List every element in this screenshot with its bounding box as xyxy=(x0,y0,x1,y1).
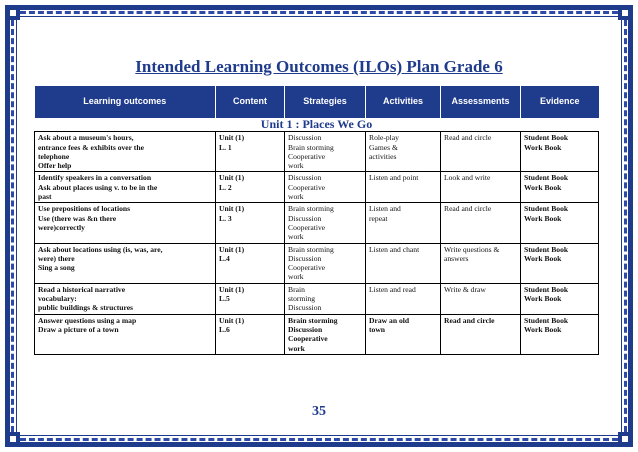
column-header-evidence: Evidence xyxy=(521,86,599,118)
evidence-cell xyxy=(521,132,599,172)
column-header-activities: Activities xyxy=(366,86,441,118)
cell-line: Cooperative xyxy=(288,182,326,192)
cell-line: work xyxy=(288,343,305,353)
learning-outcome-cell xyxy=(35,132,216,172)
cell-line: Read and circle xyxy=(444,133,492,143)
table-row xyxy=(35,132,599,172)
cell-line: Listen and xyxy=(369,204,401,214)
page-title: Intended Learning Outcomes (ILOs) Plan Grade 6 xyxy=(135,57,503,76)
strategies-cell xyxy=(285,132,366,172)
strategies-cell xyxy=(285,203,366,243)
cell-line: Cooperative xyxy=(288,334,328,344)
cell-line: work xyxy=(288,232,304,242)
content-cell xyxy=(216,172,285,203)
cell-line: Listen and chant xyxy=(369,244,420,254)
cell-line: Read a historical narrative xyxy=(38,284,126,294)
cell-line: public buildings & structures xyxy=(38,303,134,313)
cell-line: Unit (1) xyxy=(219,173,245,183)
cell-line: Listen and read xyxy=(369,284,416,294)
cell-line: Unit (1) xyxy=(219,133,245,143)
table-row xyxy=(35,172,599,203)
assessments-cell xyxy=(441,132,521,172)
strategies-cell xyxy=(285,172,366,203)
cell-line: Student Book xyxy=(524,244,569,254)
cell-line: Discussion xyxy=(288,133,322,143)
cell-line: Write questions & xyxy=(444,244,500,254)
cell-line: Brain storming xyxy=(288,142,334,152)
evidence-cell xyxy=(521,243,599,283)
cell-line: Answer questions using a map xyxy=(38,315,137,325)
column-header-strategies: Strategies xyxy=(285,86,366,118)
content-cell xyxy=(216,203,285,243)
content-cell xyxy=(216,132,285,172)
cell-line: Unit (1) xyxy=(219,204,245,214)
column-header-learning-outcomes: Learning outcomes xyxy=(35,86,216,118)
cell-line: Work Book xyxy=(524,182,562,192)
strategies-cell xyxy=(285,283,366,314)
cell-line: repeat xyxy=(369,213,388,223)
cell-line: town xyxy=(369,324,386,334)
border-corner-ornament xyxy=(618,6,632,20)
cell-line: Listen and point xyxy=(369,173,419,183)
cell-line: Sing a song xyxy=(38,263,75,273)
activities-cell xyxy=(366,203,441,243)
cell-line: Work Book xyxy=(524,294,562,304)
strategies-cell xyxy=(285,243,366,283)
cell-line: Ask about a museum's hours, xyxy=(38,133,134,143)
cell-line: Identify speakers in a conversation xyxy=(38,173,152,183)
content-cell xyxy=(216,283,285,314)
cell-line: L. 3 xyxy=(219,213,232,223)
cell-line: work xyxy=(288,272,304,282)
cell-line: Brain storming xyxy=(288,204,334,214)
cell-line: Discussion xyxy=(288,324,323,334)
cell-line: Discussion xyxy=(288,173,322,183)
cell-line: Student Book xyxy=(524,284,569,294)
cell-line: Look and write xyxy=(444,173,491,183)
cell-line: Brain xyxy=(288,284,305,294)
column-header-assessments: Assessments xyxy=(441,86,521,118)
cell-line: past xyxy=(38,192,52,202)
cell-line: Read and circle xyxy=(444,204,492,214)
ilo-plan-table xyxy=(34,86,599,355)
cell-line: Read and circle xyxy=(444,315,495,325)
table-row xyxy=(35,314,599,354)
activities-cell xyxy=(366,283,441,314)
activities-cell xyxy=(366,172,441,203)
learning-outcome-cell xyxy=(35,243,216,283)
unit-header-row xyxy=(35,118,599,132)
cell-line: Discussion xyxy=(288,213,322,223)
learning-outcome-cell xyxy=(35,203,216,243)
cell-line: Discussion xyxy=(288,303,322,313)
activities-cell xyxy=(366,314,441,354)
assessments-cell xyxy=(441,203,521,243)
cell-line: Work Book xyxy=(524,142,562,152)
cell-line: Cooperative xyxy=(288,222,326,232)
learning-outcome-cell xyxy=(35,314,216,354)
cell-line: Write & draw xyxy=(444,284,486,294)
cell-line: vocabulary: xyxy=(38,294,77,304)
cell-line: Discussion xyxy=(288,253,322,263)
activities-cell xyxy=(366,132,441,172)
evidence-cell xyxy=(521,314,599,354)
border-corner-ornament xyxy=(6,6,20,20)
table-row xyxy=(35,283,599,314)
cell-line: Student Book xyxy=(524,173,569,183)
cell-line: L.6 xyxy=(219,324,230,334)
evidence-cell xyxy=(521,283,599,314)
cell-line: Ask about locations using (is, was, are, xyxy=(38,244,163,254)
cell-line: were)correctly xyxy=(38,222,85,232)
border-corner-ornament xyxy=(6,432,20,446)
page-number: 35 xyxy=(312,404,326,419)
cell-line: Draw an old xyxy=(369,315,410,325)
table-row xyxy=(35,203,599,243)
cell-line: Brain storming xyxy=(288,315,338,325)
assessments-cell xyxy=(441,243,521,283)
assessments-cell xyxy=(441,314,521,354)
column-header-content: Content xyxy=(216,86,285,118)
cell-line: Brain storming xyxy=(288,244,334,254)
cell-line: Draw a picture of a town xyxy=(38,324,119,334)
cell-line: activities xyxy=(369,151,397,161)
cell-line: L. 1 xyxy=(219,142,232,152)
table-header-row xyxy=(35,86,599,118)
learning-outcome-cell xyxy=(35,283,216,314)
cell-line: work xyxy=(288,192,304,202)
cell-line: Cooperative xyxy=(288,263,326,273)
cell-line: answers xyxy=(444,253,469,263)
cell-line: Ask about places using v. to be in the xyxy=(38,182,158,192)
cell-line: L. 2 xyxy=(219,182,232,192)
cell-line: Student Book xyxy=(524,315,569,325)
cell-line: storming xyxy=(288,294,316,304)
cell-line: Use prepositions of locations xyxy=(38,204,131,214)
cell-line: Role-play xyxy=(369,133,399,143)
cell-line: Offer help xyxy=(38,161,72,171)
cell-line: telephone xyxy=(38,151,70,161)
border-corner-ornament xyxy=(618,432,632,446)
cell-line: Games & xyxy=(369,142,398,152)
cell-line: entrance fees & exhibits over the xyxy=(38,142,144,152)
evidence-cell xyxy=(521,172,599,203)
unit-header: Unit 1 : Places We Go xyxy=(35,118,599,132)
assessments-cell xyxy=(441,172,521,203)
evidence-cell xyxy=(521,203,599,243)
cell-line: Cooperative xyxy=(288,151,326,161)
cell-line: Work Book xyxy=(524,324,562,334)
cell-line: work xyxy=(288,161,304,171)
activities-cell xyxy=(366,243,441,283)
learning-outcome-cell xyxy=(35,172,216,203)
cell-line: were) there xyxy=(38,253,75,263)
cell-line: Student Book xyxy=(524,204,569,214)
content-cell xyxy=(216,314,285,354)
cell-line: Unit (1) xyxy=(219,284,245,294)
table-row xyxy=(35,243,599,283)
cell-line: Work Book xyxy=(524,253,562,263)
cell-line: Unit (1) xyxy=(219,244,245,254)
cell-line: Student Book xyxy=(524,133,569,143)
cell-line: L.4 xyxy=(219,253,230,263)
cell-line: Use (there was &n there xyxy=(38,213,117,223)
cell-line: L.5 xyxy=(219,294,230,304)
strategies-cell xyxy=(285,314,366,354)
cell-line: Unit (1) xyxy=(219,315,245,325)
content-cell xyxy=(216,243,285,283)
cell-line: Work Book xyxy=(524,213,562,223)
assessments-cell xyxy=(441,283,521,314)
